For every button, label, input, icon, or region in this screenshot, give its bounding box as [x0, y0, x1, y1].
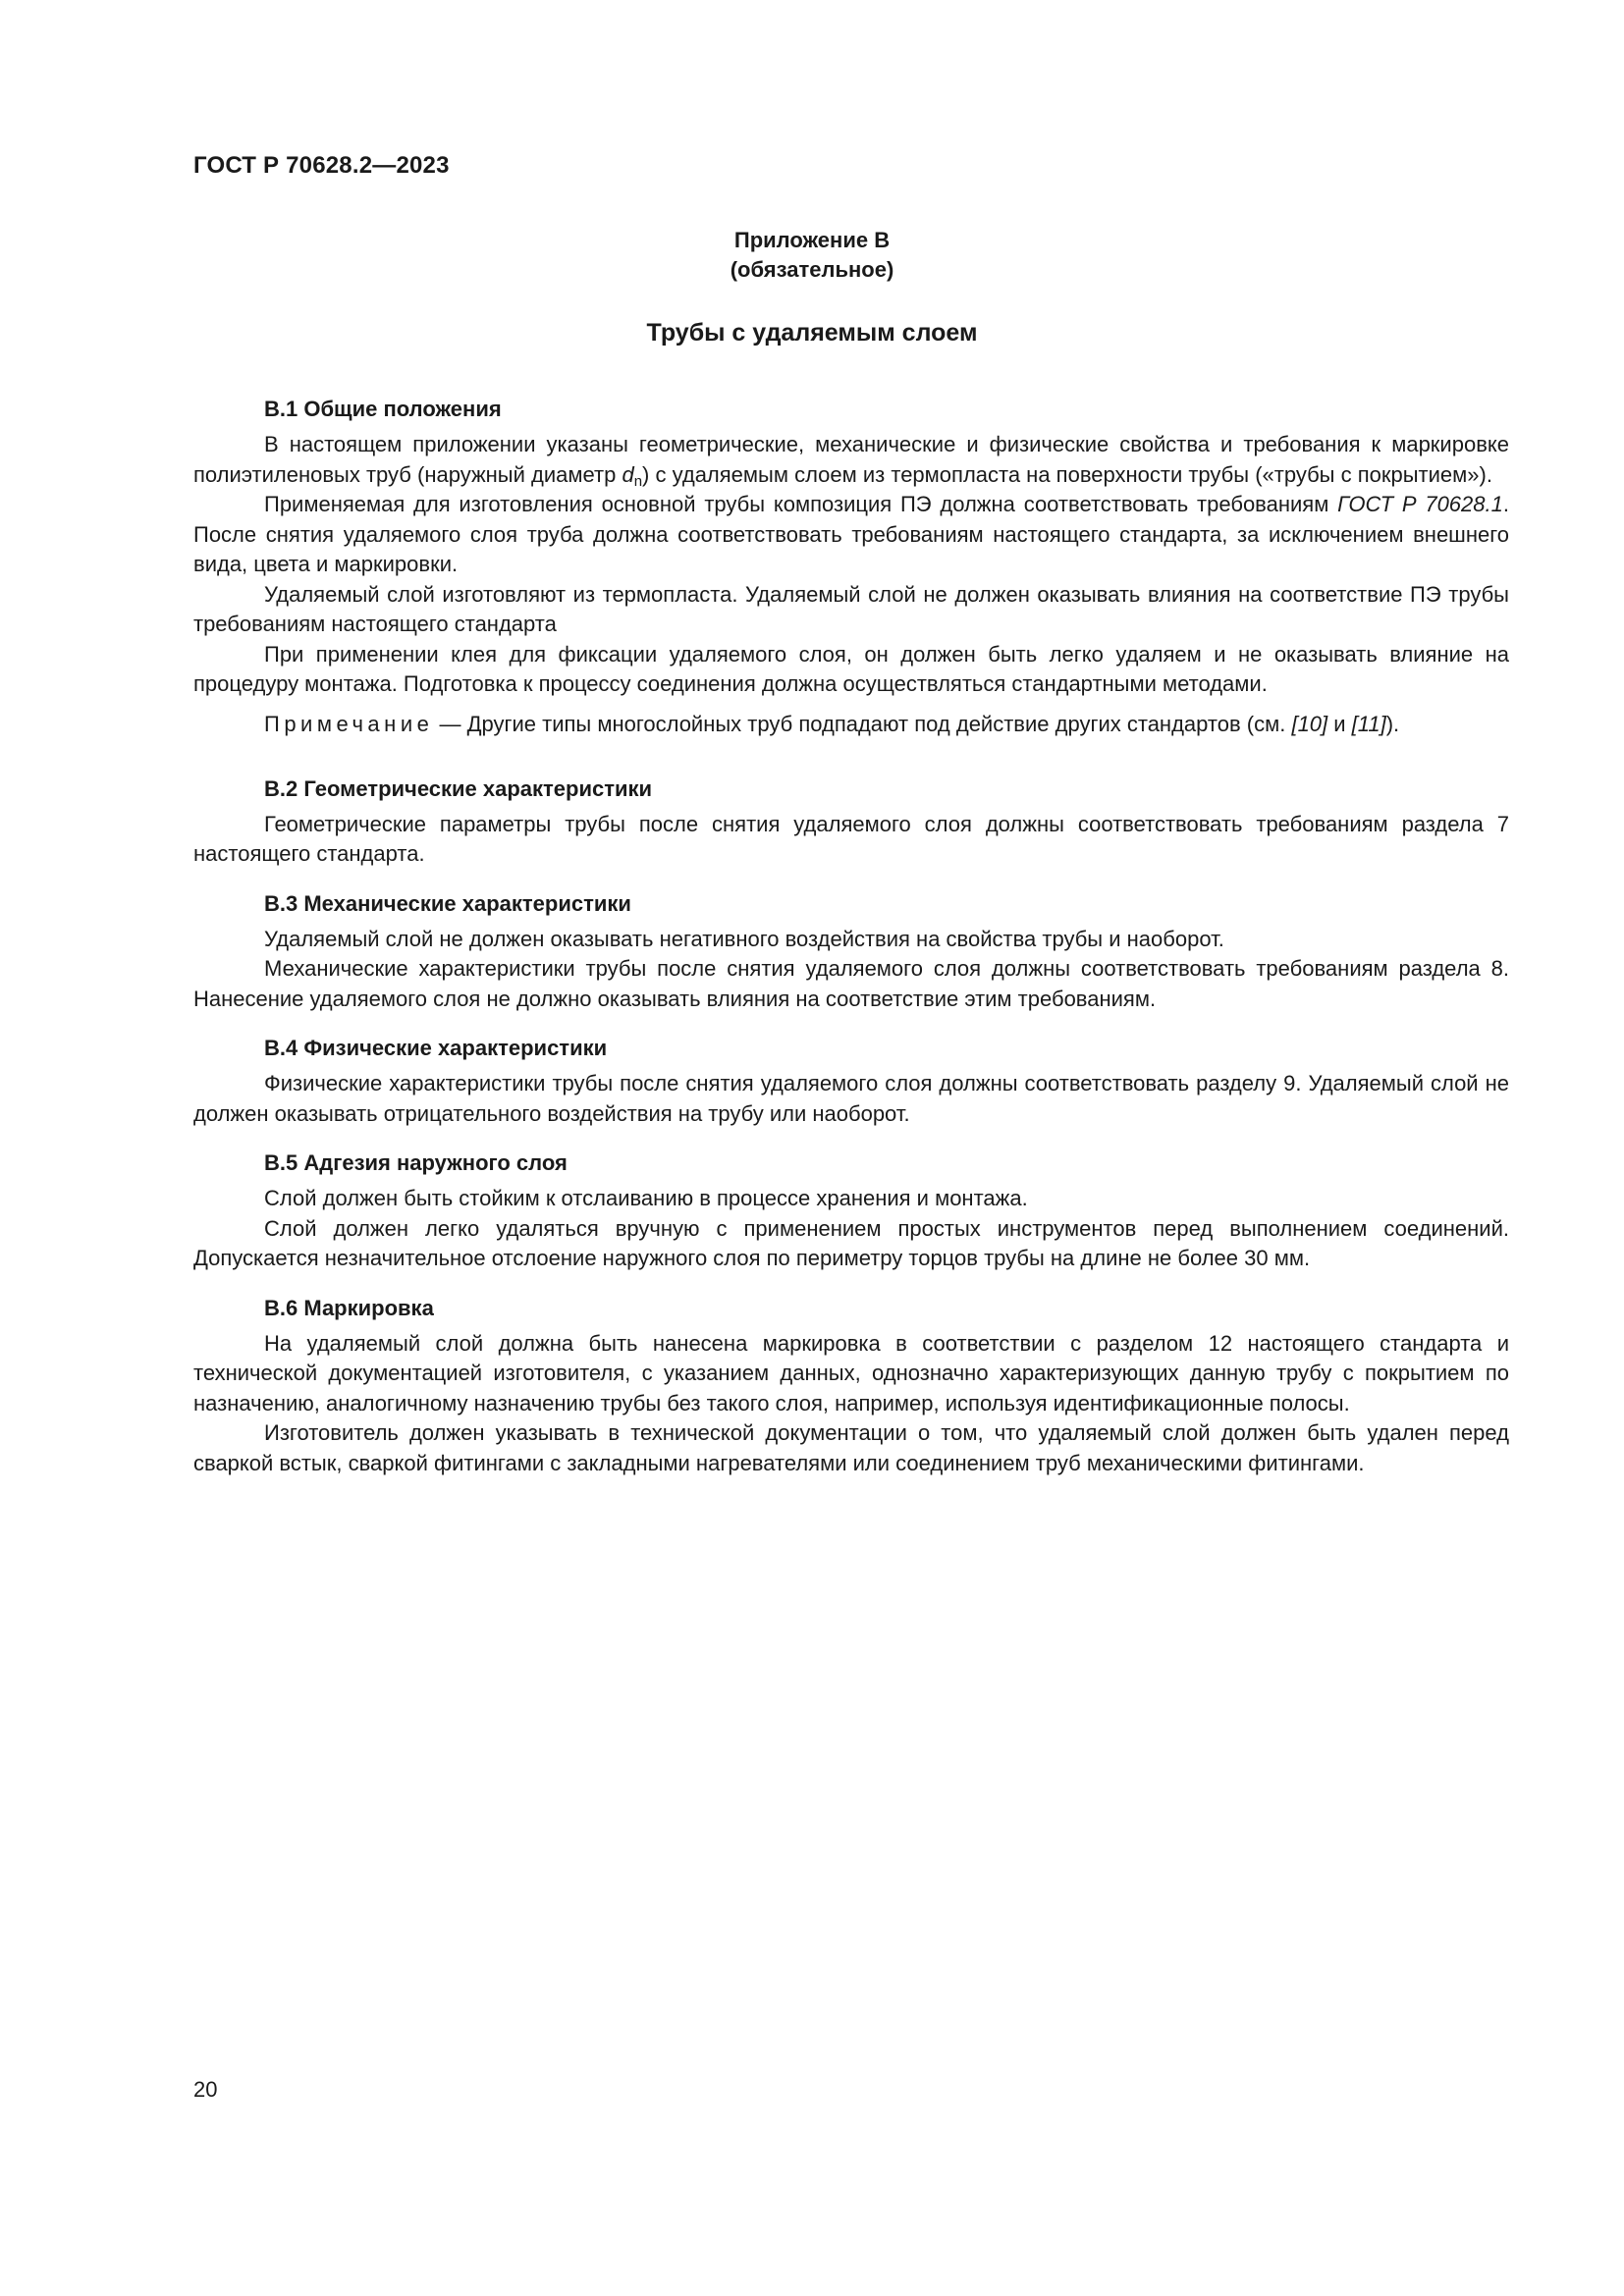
variable-d: d — [622, 461, 634, 487]
text-run: В настоящем приложении указаны геометрические, механические и физические свойства и требования к маркировке полиэтиленовых труб (наружный диаметр — [193, 432, 1509, 487]
page-number: 20 — [193, 2077, 218, 2102]
paragraph: Изготовитель должен указывать в технической документации о том, что удаляемый слой должен быть удален перед сваркой встык, сваркой фитингами с закладными нагревателями или соединением труб механическими фитингами. — [193, 1420, 1509, 1475]
note-label: Примечание — [264, 711, 434, 736]
paragraph: Удаляемый слой не должен оказывать негативного воздействия на свойства трубы и наоборот. — [264, 926, 1224, 951]
text-run: ) с удаляемым слоем из термопласта на поверхности трубы («трубы с покрытием»). — [642, 461, 1492, 487]
section-heading: В.6 Маркировка — [264, 1295, 434, 1320]
bibliography-reference: [11] — [1351, 711, 1386, 736]
paragraph: Слой должен легко удаляться вручную с применением простых инструментов перед выполнением соединений. Допускается незначительное отслоение наружного слоя по периметру торцов трубы на длине не более 30 мм. — [193, 1215, 1509, 1270]
text-run: . После снятия удаляемого слоя труба должна соответствовать требованиям настоящего стандарта, за исключением внешнего вида, цвета и маркировки. — [193, 492, 1509, 576]
subscript-n: n — [633, 472, 643, 490]
note-text: ). — [1385, 711, 1400, 736]
note — [193, 710, 1509, 739]
appendix-status: (обязательное) — [730, 257, 894, 282]
spacer — [193, 739, 1509, 774]
section-heading: В.2 Геометрические характеристики — [264, 775, 653, 801]
section-heading: В.4 Физические характеристики — [264, 1036, 608, 1060]
bibliography-reference: [10] — [1291, 711, 1328, 736]
section-mechanical — [193, 889, 1509, 1015]
section-physical — [193, 1034, 1509, 1129]
standard-reference: ГОСТ Р 70628.1 — [1337, 492, 1503, 516]
paragraph: Слой должен быть стойким к отслаиванию в процессе хранения и монтажа. — [264, 1186, 1028, 1210]
section-marking — [193, 1294, 1509, 1479]
document-code: ГОСТ Р 70628.2—2023 — [193, 152, 450, 179]
spacer — [193, 870, 1509, 889]
paragraph — [193, 430, 1509, 490]
appendix-label: Приложение В — [733, 228, 891, 252]
spacer — [193, 1014, 1509, 1034]
section-adhesion — [193, 1148, 1509, 1274]
paragraph: Геометрические параметры трубы после снятия удаляемого слоя должны соответствовать требованиям раздела 7 настоящего стандарта. — [193, 811, 1509, 866]
note-text: и — [1327, 711, 1352, 736]
spacer — [193, 1129, 1509, 1148]
paragraph: При применении клея для фиксации удаляемого слоя, он должен быть легко удаляем и не оказывать влияние на процедуру монтажа. Подготовка к процессу соединения должна осуществляться стандартными методами. — [193, 641, 1509, 696]
paragraph: Удаляемый слой изготовляют из термопласта. Удаляемый слой не должен оказывать влияния на соответствие ПЭ трубы требованиям настоящего стандарта — [193, 581, 1509, 636]
section-heading: В.1 Общие положения — [264, 397, 502, 421]
section-heading: В.5 Адгезия наружного слоя — [264, 1150, 568, 1175]
section-general — [193, 395, 1509, 739]
paragraph: Механические характеристики трубы после снятия удаляемого слоя должны соответствовать требованиям раздела 8. Нанесение удаляемого слоя не должно оказывать влияния на соответствие этим требованиям. — [193, 956, 1509, 1011]
paragraph: На удаляемый слой должна быть нанесена маркировка в соответствии с разделом 12 настоящего стандарта и технической документацией изготовителя, с указанием данных, однозначно характеризующих данную трубу с покрытием по назначению, аналогичному назначению трубы без такого слоя, например, используя идентификационные полосы. — [193, 1330, 1509, 1415]
annex-title: Трубы с удаляемым слоем — [646, 319, 978, 347]
section-heading: В.3 Механические характеристики — [264, 890, 631, 916]
document-body — [193, 395, 1509, 1478]
paragraph — [193, 490, 1509, 580]
appendix-heading — [0, 226, 1624, 285]
spacer — [193, 1274, 1509, 1294]
paragraph: Физические характеристики трубы после снятия удаляемого слоя должны соответствовать разделу 9. Удаляемый слой не должен оказывать отрицательного воздействия на трубу или наоборот. — [193, 1071, 1509, 1126]
section-geometric — [193, 774, 1509, 870]
note-text: — Другие типы многослойных труб подпадают под действие других стандартов (см. — [433, 711, 1292, 736]
text-run: Применяемая для изготовления основной трубы композиция ПЭ должна соответствовать требованиям — [264, 492, 1338, 516]
